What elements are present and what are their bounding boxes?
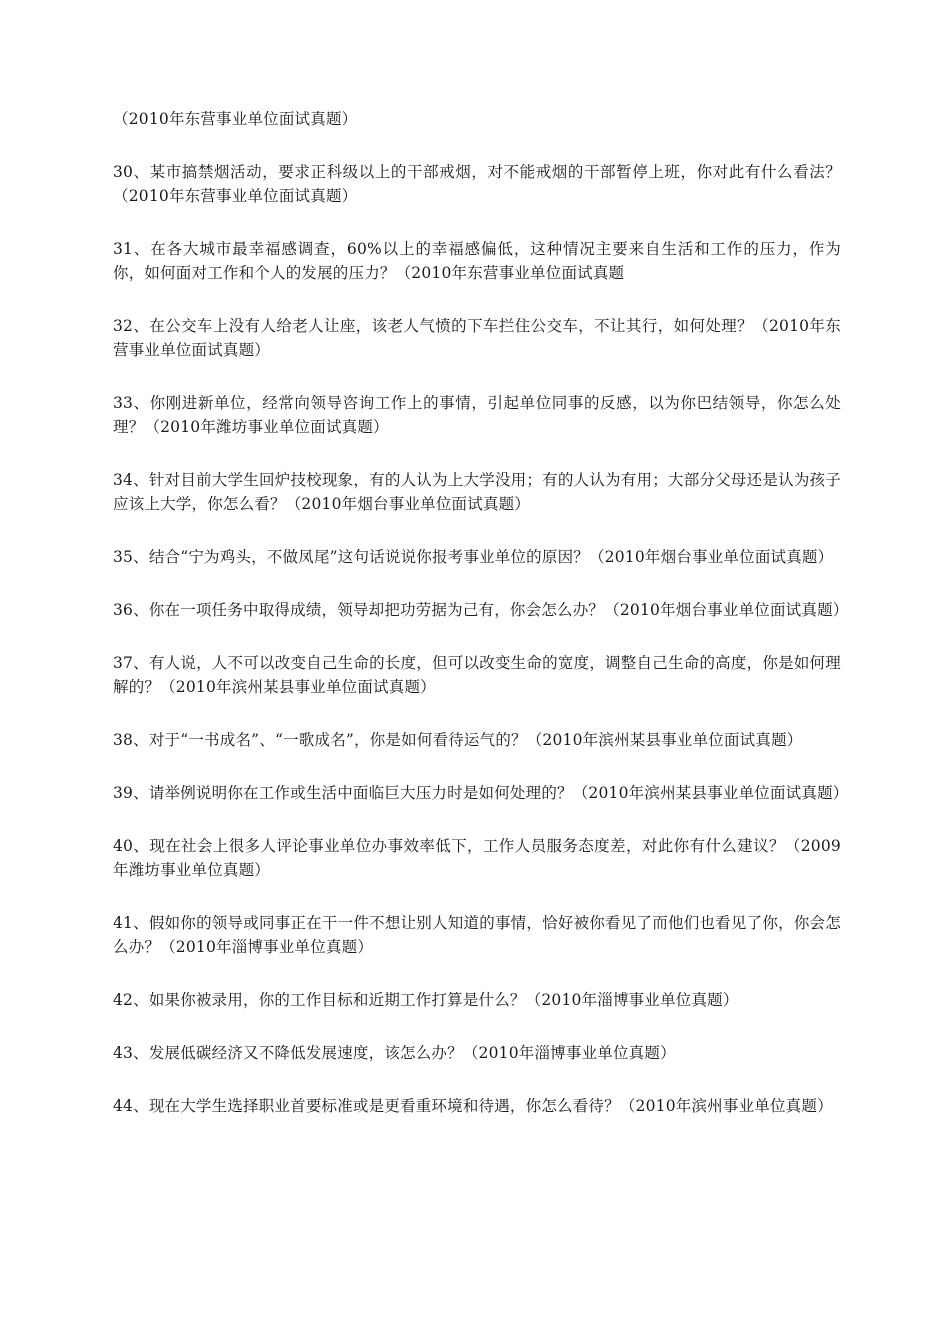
- question-37: 37、有人说，人不可以改变自己生命的长度，但可以改变生命的宽度，调整自己生命的高度，你是如何理解的？（2010年滨州某县事业单位面试真题）: [113, 654, 841, 696]
- question-43: 43、发展低碳经济又不降低发展速度，该怎么办？（2010年淄博事业单位真题）: [113, 1044, 676, 1062]
- question-44: 44、现在大学生选择职业首要标准或是更看重环境和待遇，你怎么看待？（2010年滨州事业单位真题）: [113, 1097, 833, 1115]
- question-34: 34、针对目前大学生回炉技校现象，有的人认为上大学没用；有的人认为有用；大部分父母还是认为孩子应该上大学，你怎么看？（2010年烟台事业单位面试真题）: [113, 471, 841, 513]
- document-body: [113, 107, 849, 1147]
- question-continuation: （2010年东营事业单位面试真题）: [113, 110, 358, 128]
- question-33: 33、你刚进新单位，经常向领导咨询工作上的事情，引起单位同事的反感，以为你巴结领导，你怎么处理？（2010年潍坊事业单位面试真题）: [113, 394, 841, 436]
- question-40: 40、现在社会上很多人评论事业单位办事效率低下，工作人员服务态度差，对此你有什么建议？（2009年潍坊事业单位真题）: [113, 837, 841, 879]
- question-36: 36、你在一项任务中取得成绩，领导却把功劳据为己有，你会怎么办？（2010年烟台事业单位面试真题）: [113, 601, 849, 619]
- question-42: 42、如果你被录用，你的工作目标和近期工作打算是什么？（2010年淄博事业单位真题）: [113, 991, 739, 1009]
- question-31: 31、在各大城市最幸福感调查，60%以上的幸福感偏低，这种情况主要来自生活和工作的压力，作为你，如何面对工作和个人的发展的压力？（2010年东营事业单位面试真题: [113, 240, 841, 282]
- question-32: 32、在公交车上没有人给老人让座，该老人气愤的下车拦住公交车，不让其行，如何处理？（2010年东营事业单位面试真题）: [113, 317, 841, 359]
- question-30: 30、某市搞禁烟活动，要求正科级以上的干部戒烟，对不能戒烟的干部暂停上班，你对此有什么看法？（2010年东营事业单位面试真题）: [113, 163, 841, 205]
- question-38: 38、对于“一书成名”、“一歌成名”，你是如何看待运气的？（2010年滨州某县事业单位面试真题）: [113, 731, 803, 749]
- question-35: 35、结合“宁为鸡头，不做凤尾”这句话说说你报考事业单位的原因？（2010年烟台事业单位面试真题）: [113, 548, 834, 566]
- question-41: 41、假如你的领导或同事正在干一件不想让别人知道的事情，恰好被你看见了而他们也看见了你，你会怎么办？（2010年淄博事业单位真题）: [113, 914, 841, 956]
- question-39: 39、请举例说明你在工作或生活中面临巨大压力时是如何处理的？（2010年滨州某县事业单位面试真题）: [113, 784, 849, 802]
